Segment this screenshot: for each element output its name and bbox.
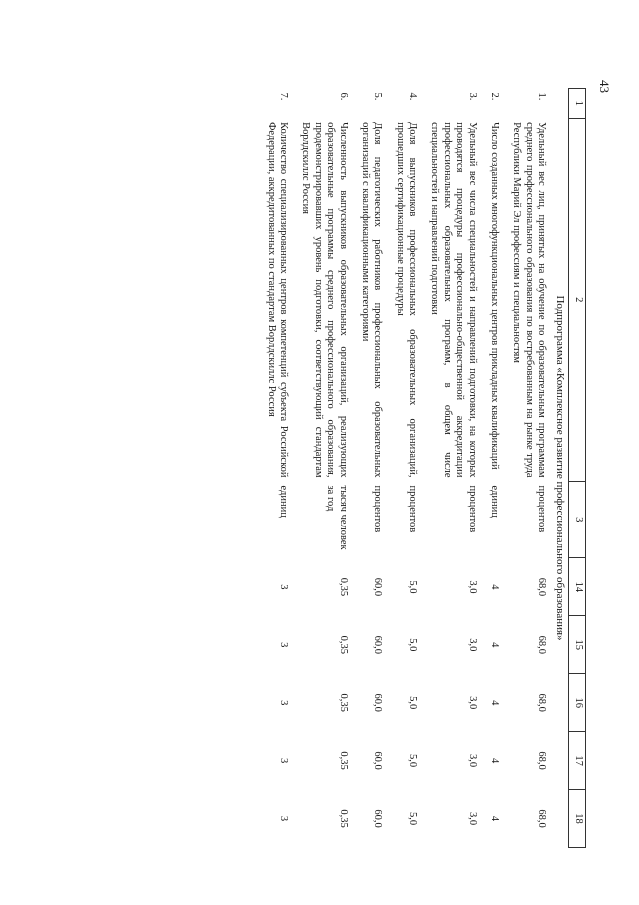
value-col-17: 0,35 — [337, 751, 349, 770]
table-row — [504, 89, 551, 848]
value-col-16: 68,0 — [536, 693, 548, 712]
indicator-name: Количество специализированных центров компетенций субъекта Российской Федерации, аккредитованных по стандартам Ворлдскиллс Россия — [265, 122, 290, 478]
unit-of-measure: единиц — [488, 485, 500, 518]
row-number: 6. — [337, 92, 349, 101]
table-body — [258, 89, 568, 848]
value-col-14: 0,35 — [337, 577, 349, 597]
row-number: 1. — [536, 92, 548, 101]
value-col-17: 5,0 — [407, 754, 419, 768]
unit-of-measure: процентов — [407, 485, 419, 533]
page-number: 43 — [597, 80, 612, 93]
indicator-name: Доля педагогических работников профессиональных образовательных организаций с квалификационными категориями — [359, 122, 384, 478]
value-col-15: 3 — [278, 642, 290, 648]
header-cell: 15 — [569, 616, 586, 674]
value-col-18: 0,35 — [337, 809, 349, 828]
value-col-17: 60,0 — [372, 751, 384, 770]
row-number: 4. — [407, 92, 419, 101]
indicator-name: Удельный вес лиц, принятых на обучение по образовательным программам среднего профессионального образования по востребованным на рынке труда Республики Марий Эл профессиям и специальностям — [511, 122, 548, 478]
value-col-16: 5,0 — [407, 696, 419, 710]
header-cell: 3 — [569, 482, 586, 558]
value-col-14: 3,0 — [466, 580, 478, 594]
table-row — [482, 89, 504, 848]
table-row — [422, 89, 482, 848]
value-col-18: 4 — [488, 815, 500, 822]
value-col-18: 3,0 — [466, 811, 478, 826]
header-cell: 14 — [569, 558, 586, 616]
value-col-17: 3,0 — [466, 754, 478, 768]
value-col-15: 5,0 — [407, 638, 419, 652]
unit-of-measure: единиц — [278, 485, 290, 518]
indicator-name: Доля выпускников профессиональных образовательных организаций, прошедших сертификационные процедуры — [394, 122, 419, 478]
value-col-16: 60,0 — [372, 693, 384, 712]
table-row — [353, 89, 388, 848]
value-col-16: 0,35 — [337, 693, 349, 712]
header-cell: 16 — [569, 674, 586, 732]
value-col-14: 5,0 — [407, 580, 419, 594]
indicator-name: Численность выпускников образовательных организаций, реализующих образовательные программы среднего профессионального образования, продемонстрировавших уровень подготовки, соответствующий стандартам Ворлдскиллс Россия — [300, 122, 349, 478]
table-row — [387, 89, 422, 848]
value-col-14: 60,0 — [372, 577, 384, 597]
value-col-16: 3 — [278, 700, 290, 706]
table-row — [293, 89, 353, 848]
value-col-15: 68,0 — [536, 635, 548, 654]
value-col-17: 4 — [488, 757, 500, 764]
table-header — [569, 89, 586, 848]
value-col-15: 0,35 — [337, 635, 349, 654]
unit-of-measure: процентов — [466, 485, 478, 533]
unit-of-measure: тысяч человек за год — [325, 485, 349, 550]
row-number: 5. — [372, 92, 384, 101]
value-col-15: 3,0 — [466, 638, 478, 652]
header-cell: 2 — [569, 118, 586, 481]
value-col-18: 3 — [278, 815, 290, 822]
value-col-16: 3,0 — [466, 696, 478, 710]
value-col-18: 68,0 — [536, 809, 548, 828]
value-col-15: 60,0 — [372, 635, 384, 654]
header-cell: 17 — [569, 732, 586, 790]
section-title: Подпрограмма «Комплексное развитие профессионального образования» — [554, 295, 566, 641]
indicator-name: Число созданных многофункциональных центров прикладных квалификаций — [488, 122, 500, 470]
header-cell: 1 — [569, 89, 586, 119]
row-number: 2. — [488, 92, 500, 101]
unit-of-measure: процентов — [372, 485, 384, 533]
table-row — [258, 89, 293, 848]
value-col-18: 5,0 — [407, 811, 419, 826]
value-col-17: 3 — [278, 757, 290, 764]
rotated-table-container — [116, 88, 586, 848]
value-col-16: 4 — [488, 700, 500, 706]
row-number: 7. — [278, 92, 290, 101]
header-cell: 18 — [569, 790, 586, 848]
row-number: 3. — [466, 92, 478, 101]
value-col-15: 4 — [488, 642, 500, 648]
unit-of-measure: процентов — [536, 485, 548, 533]
indicator-name: Удельный вес числа специальностей и направлений подготовки, на которых проводятся процедуры профессионально-общественной аккредитации профессиональных образовательных программ, в общем числе специальностей и направлений подготовки — [429, 122, 478, 478]
value-col-14: 68,0 — [536, 577, 548, 597]
value-col-18: 60,0 — [372, 809, 384, 828]
indicators-table — [258, 88, 586, 848]
value-col-14: 3 — [278, 584, 290, 590]
value-col-14: 4 — [488, 584, 500, 590]
value-col-17: 68,0 — [536, 751, 548, 770]
